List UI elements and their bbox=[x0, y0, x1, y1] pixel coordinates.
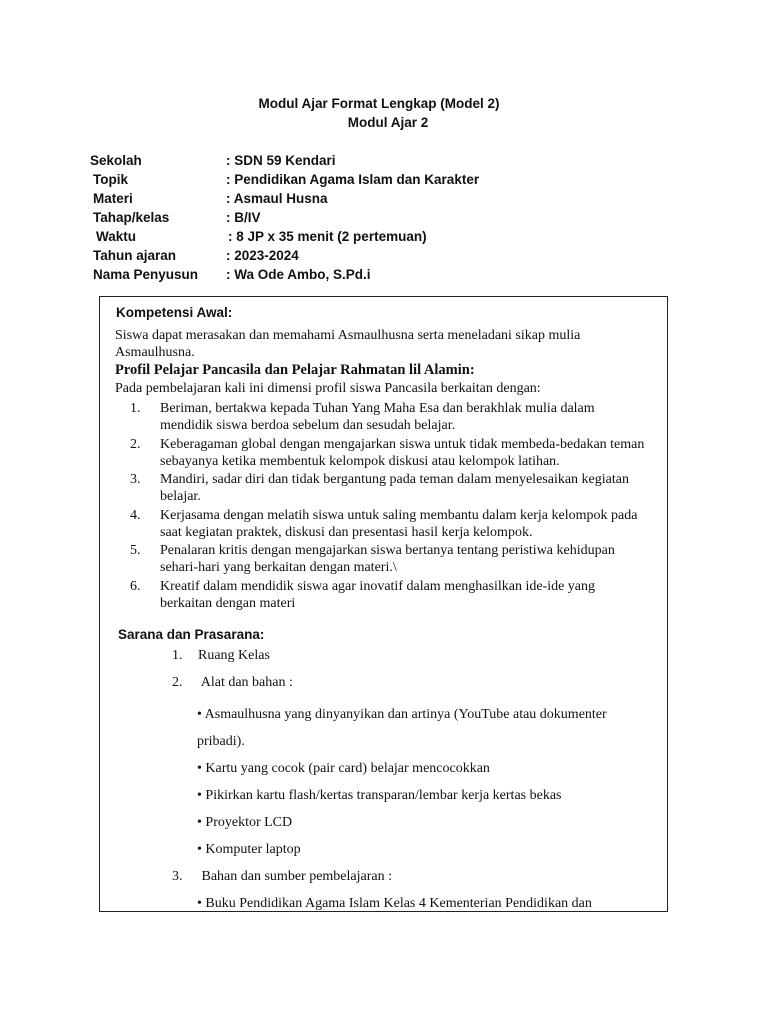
bullet-item: • Asmaulhusna yang dinyanyikan dan artinya (YouTube atau dokumenter pribadi). bbox=[197, 707, 607, 749]
meta-label: Materi bbox=[93, 191, 133, 206]
meta-value: : Pendidikan Agama Islam dan Karakter bbox=[226, 172, 480, 187]
bullet-item: • Proyektor LCD bbox=[197, 815, 293, 830]
list-item bbox=[130, 400, 650, 434]
meta-label: Tahun ajaran bbox=[93, 248, 177, 263]
profil-pelajar-intro: Pada pembelajaran kali ini dimensi profil siswa Pancasila berkaitan dengan: bbox=[115, 381, 541, 396]
identity-table bbox=[90, 151, 610, 284]
meta-label: Waktu bbox=[96, 229, 136, 244]
list-number: 6. bbox=[130, 578, 141, 594]
list-item bbox=[172, 647, 642, 674]
meta-value: : B/IV bbox=[226, 210, 261, 225]
meta-label: Tahap/kelas bbox=[93, 210, 170, 225]
kompetensi-awal-text: Siswa dapat merasakan dan memahami Asmaulhusna serta meneladani sikap mulia Asmaulhusna. bbox=[115, 328, 581, 360]
list-number: 1. bbox=[130, 401, 141, 416]
list-text: Alat dan bahan : bbox=[198, 675, 293, 690]
bullet-item: • Buku Pendidikan Agama Islam Kelas 4 Kementerian Pendidikan dan bbox=[197, 896, 592, 911]
list-number: 5. bbox=[130, 543, 141, 559]
document-title-block bbox=[0, 94, 768, 132]
list-number: 4. bbox=[130, 507, 141, 523]
meta-value: : SDN 59 Kendari bbox=[226, 153, 336, 168]
list-text: Kreatif dalam mendidik siswa agar inovatif dalam menghasilkan ide-ide yang berkaitan dengan materi bbox=[160, 578, 596, 611]
list-item bbox=[172, 863, 642, 890]
document-subtitle: Modul Ajar 2 bbox=[347, 115, 429, 130]
list-number: 3. bbox=[130, 472, 141, 488]
meta-row-waktu bbox=[90, 227, 610, 246]
list-item bbox=[130, 578, 650, 612]
meta-label: Nama Penyusun bbox=[93, 267, 199, 282]
meta-value: : Asmaul Husna bbox=[226, 191, 328, 206]
meta-value: : Wa Ode Ambo, S.Pd.i bbox=[226, 267, 371, 282]
list-item bbox=[172, 674, 642, 701]
bullet-item: • Kartu yang cocok (pair card) belajar mencocokkan bbox=[197, 761, 490, 776]
meta-value: : 2023-2024 bbox=[226, 248, 299, 263]
list-number: 2. bbox=[130, 436, 141, 452]
sarana-prasarana-list bbox=[172, 647, 642, 912]
meta-row-nama-penyusun bbox=[90, 265, 610, 284]
meta-row-tahap-kelas bbox=[90, 208, 610, 227]
list-number: 1. bbox=[172, 648, 183, 663]
kompetensi-awal-heading: Kompetensi Awal: bbox=[116, 305, 233, 320]
meta-row-sekolah bbox=[90, 151, 610, 170]
bullet-item: • Komputer laptop bbox=[197, 842, 301, 857]
list-item bbox=[130, 542, 650, 576]
meta-label: Topik bbox=[93, 172, 128, 187]
list-item bbox=[130, 436, 650, 470]
document-title: Modul Ajar Format Lengkap (Model 2) bbox=[258, 96, 500, 111]
meta-row-tahun-ajaran bbox=[90, 246, 610, 265]
content-box bbox=[99, 296, 668, 912]
list-number: 3. bbox=[172, 869, 183, 884]
meta-row-materi bbox=[90, 189, 610, 208]
list-text: Ruang Kelas bbox=[198, 648, 270, 663]
list-text: Kerjasama dengan melatih siswa untuk saling membantu dalam kerja kelompok pada saat kegiatan praktek, diskusi dan presentasi hasil kerja kelompok. bbox=[160, 507, 638, 540]
meta-row-topik bbox=[90, 170, 610, 189]
list-item bbox=[130, 507, 650, 541]
list-text: Keberagaman global dengan mengajarkan siswa untuk tidak membeda-bedakan teman sebayanya ketika membentuk kelompok diskusi atau kelompok latihan. bbox=[160, 436, 645, 469]
profil-pelajar-heading: Profil Pelajar Pancasila dan Pelajar Rahmatan lil Alamin: bbox=[115, 362, 475, 378]
list-number: 2. bbox=[172, 675, 183, 690]
list-text: Beriman, bertakwa kepada Tuhan Yang Maha Esa dan berakhlak mulia dalam mendidik siswa berdoa sebelum dan sesudah belajar. bbox=[160, 401, 595, 433]
sarana-prasarana-heading: Sarana dan Prasarana: bbox=[118, 627, 265, 642]
list-text: Mandiri, sadar diri dan tidak bergantung pada teman dalam menyelesaikan kegiatan belajar. bbox=[160, 472, 629, 505]
bullet-item: • Pikirkan kartu flash/kertas transparan/lembar kerja kertas bekas bbox=[197, 788, 562, 803]
meta-label: Sekolah bbox=[90, 153, 142, 168]
meta-value: : 8 JP x 35 menit (2 pertemuan) bbox=[228, 229, 427, 244]
list-text: Penalaran kritis dengan mengajarkan siswa bertanya tentang peristiwa kehidupan sehari-hari yang berkaitan dengan materi.\ bbox=[160, 543, 615, 576]
list-item bbox=[130, 471, 650, 505]
profil-pelajar-list bbox=[130, 400, 650, 614]
list-text: Bahan dan sumber pembelajaran : bbox=[198, 869, 392, 884]
